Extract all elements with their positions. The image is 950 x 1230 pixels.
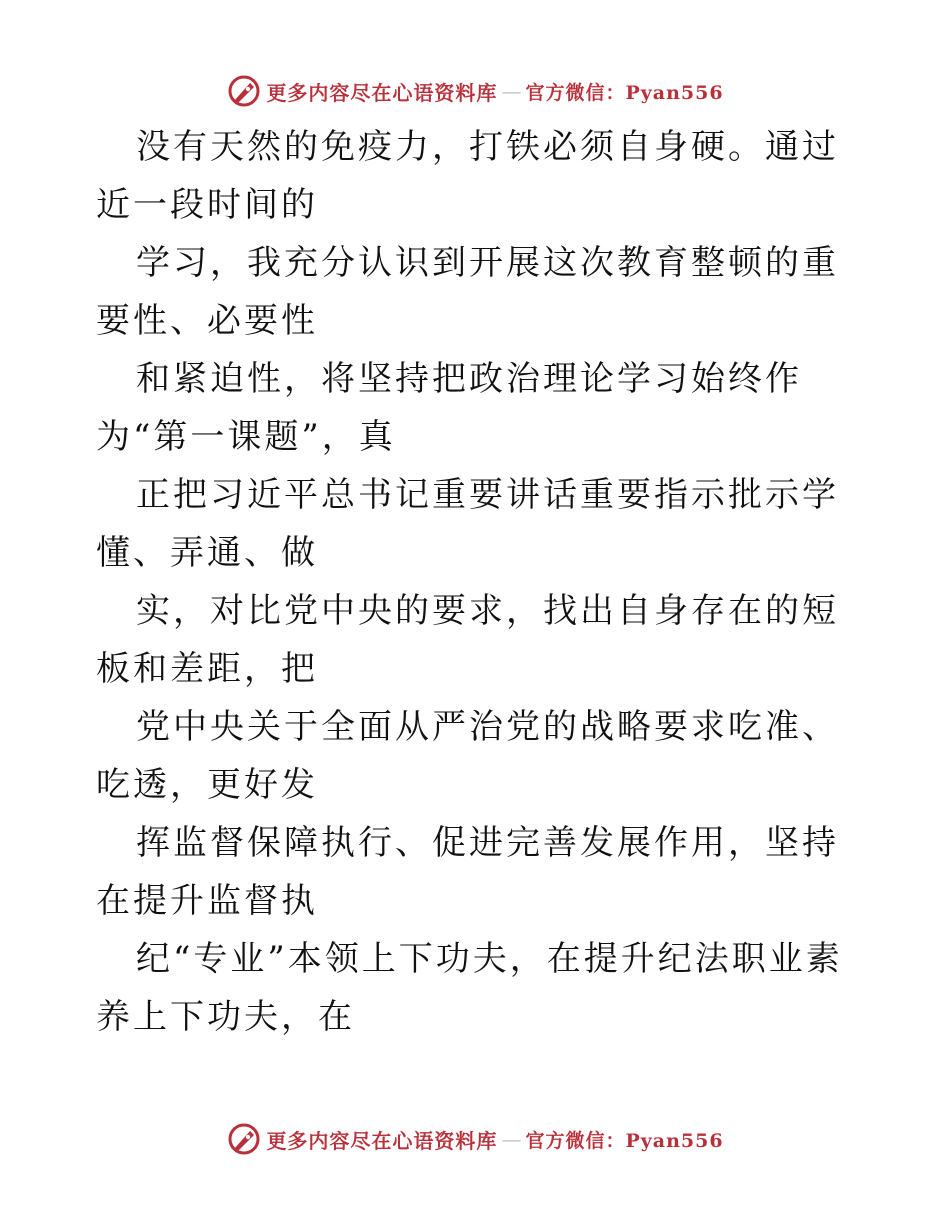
paragraph-line: 正把习近平总书记重要讲话重要指示批示学懂、弄通、做 bbox=[96, 475, 839, 573]
footer-banner bbox=[0, 1119, 950, 1159]
paragraph-line: 实，对比党中央的要求，找出自身存在的短板和差距，把 bbox=[96, 591, 839, 689]
pen-logo-icon bbox=[226, 1121, 262, 1157]
header-dash: — bbox=[501, 79, 522, 103]
header-site-text: 更多内容尽在心语资料库 bbox=[266, 80, 498, 105]
paragraph-line: 学习，我充分认识到开展这次教育整顿的重要性、必要性 bbox=[96, 243, 839, 341]
header-wechat-text: 官方微信：Pyan556 bbox=[525, 81, 724, 104]
paragraph-line: 没有天然的免疫力，打铁必须自身硬。通过近一段时间的 bbox=[96, 127, 839, 225]
paragraph-line: 纪“专业”本领上下功夫，在提升纪法职业素养上下功夫，在 bbox=[96, 939, 843, 1037]
document-body bbox=[96, 118, 866, 1046]
header-banner bbox=[0, 71, 950, 111]
paragraph-line: 挥监督保障执行、促进完善发展作用，坚持在提升监督执 bbox=[96, 823, 839, 921]
paragraph-line: 党中央关于全面从严治党的战略要求吃准、吃透，更好发 bbox=[96, 707, 839, 805]
pen-logo-icon bbox=[226, 73, 262, 109]
footer-wechat-text: 官方微信：Pyan556 bbox=[525, 1129, 724, 1152]
footer-dash: — bbox=[501, 1127, 522, 1151]
footer-site-text: 更多内容尽在心语资料库 bbox=[266, 1128, 498, 1153]
paragraph-line: 和紧迫性，将坚持把政治理论学习始终作为“第一课题”，真 bbox=[96, 359, 802, 457]
